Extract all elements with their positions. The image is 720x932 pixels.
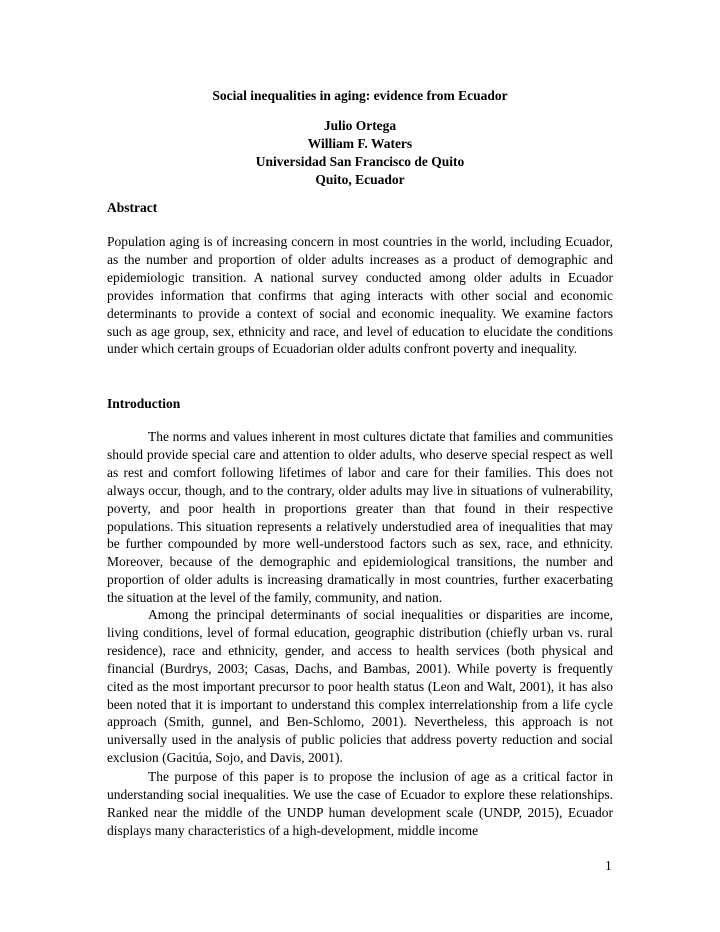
- title-block: [0, 87, 720, 189]
- author-name: Julio Ortega: [323, 118, 397, 133]
- abstract-heading: Abstract: [107, 200, 158, 215]
- abstract-text: Population aging is of increasing concern in most countries in the world, including Ecuador, as the number and proportion of older adults increases as a product of demographic and epidemiologic transition. A national survey conducted among older adults in Ecuador provides information that confirms that aging interacts with other social and economic determinants to provide a context of social and economic inequality. We examine factors such as age group, sex, ethnicity and race, and level of education to elucidate the conditions under which certain groups of Ecuadorian older adults confront poverty and inequality.: [107, 234, 613, 357]
- introduction-heading: Introduction: [107, 396, 181, 411]
- author-affiliation: Universidad San Francisco de Quito: [255, 154, 465, 169]
- author-name: William F. Waters: [307, 136, 413, 151]
- author-block: [0, 117, 720, 189]
- paragraph: The norms and values inherent in most cultures dictate that families and communities should provide special care and attention to older adults, who deserve special respect as well as rest and comfort following lifetimes of labor and care for their families. This does not always occur, though, and to the contrary, older adults may live in situations of vulnerability, poverty, and poor health in proportions greater than that found in their respective populations. This situation represents a relatively understudied area of inequalities that may be further compounded by more well-understood factors such as sex, race, and ethnicity. Moreover, because of the demographic and epidemiological transitions, the number and proportion of older adults is increasing dramatically in most countries, further exacerbating the situation at the level of the family, community, and nation.: [107, 429, 613, 606]
- paper-title: Social inequalities in aging: evidence from Ecuador: [212, 88, 508, 103]
- author-location: Quito, Ecuador: [315, 172, 405, 187]
- page-number: 1: [605, 858, 612, 873]
- paragraph: The purpose of this paper is to propose the inclusion of age as a critical factor in understanding social inequalities. We use the case of Ecuador to explore these relationships. Ranked near the middle of the UNDP human development scale (UNDP, 2015), Ecuador displays many characteristics of a high-development, middle income: [107, 769, 613, 838]
- paragraph: Among the principal determinants of social inequalities or disparities are income, living conditions, level of formal education, geographic distribution (chiefly urban vs. rural residence), race and ethnicity, gender, and access to health services (both physical and financial (Burdrys, 2003; Casas, Dachs, and Bambas, 2001). While poverty is frequently cited as the most important precursor to poor health status (Leon and Walt, 2001), it has also been noted that it is important to understand this complex interrelationship from a life cycle approach (Smith, gunnel, and Ben-Schlomo, 2001). Nevertheless, this approach is not universally used in the analysis of public policies that address poverty reduction and social exclusion (Gacitúa, Sojo, and Davis, 2001).: [107, 607, 613, 766]
